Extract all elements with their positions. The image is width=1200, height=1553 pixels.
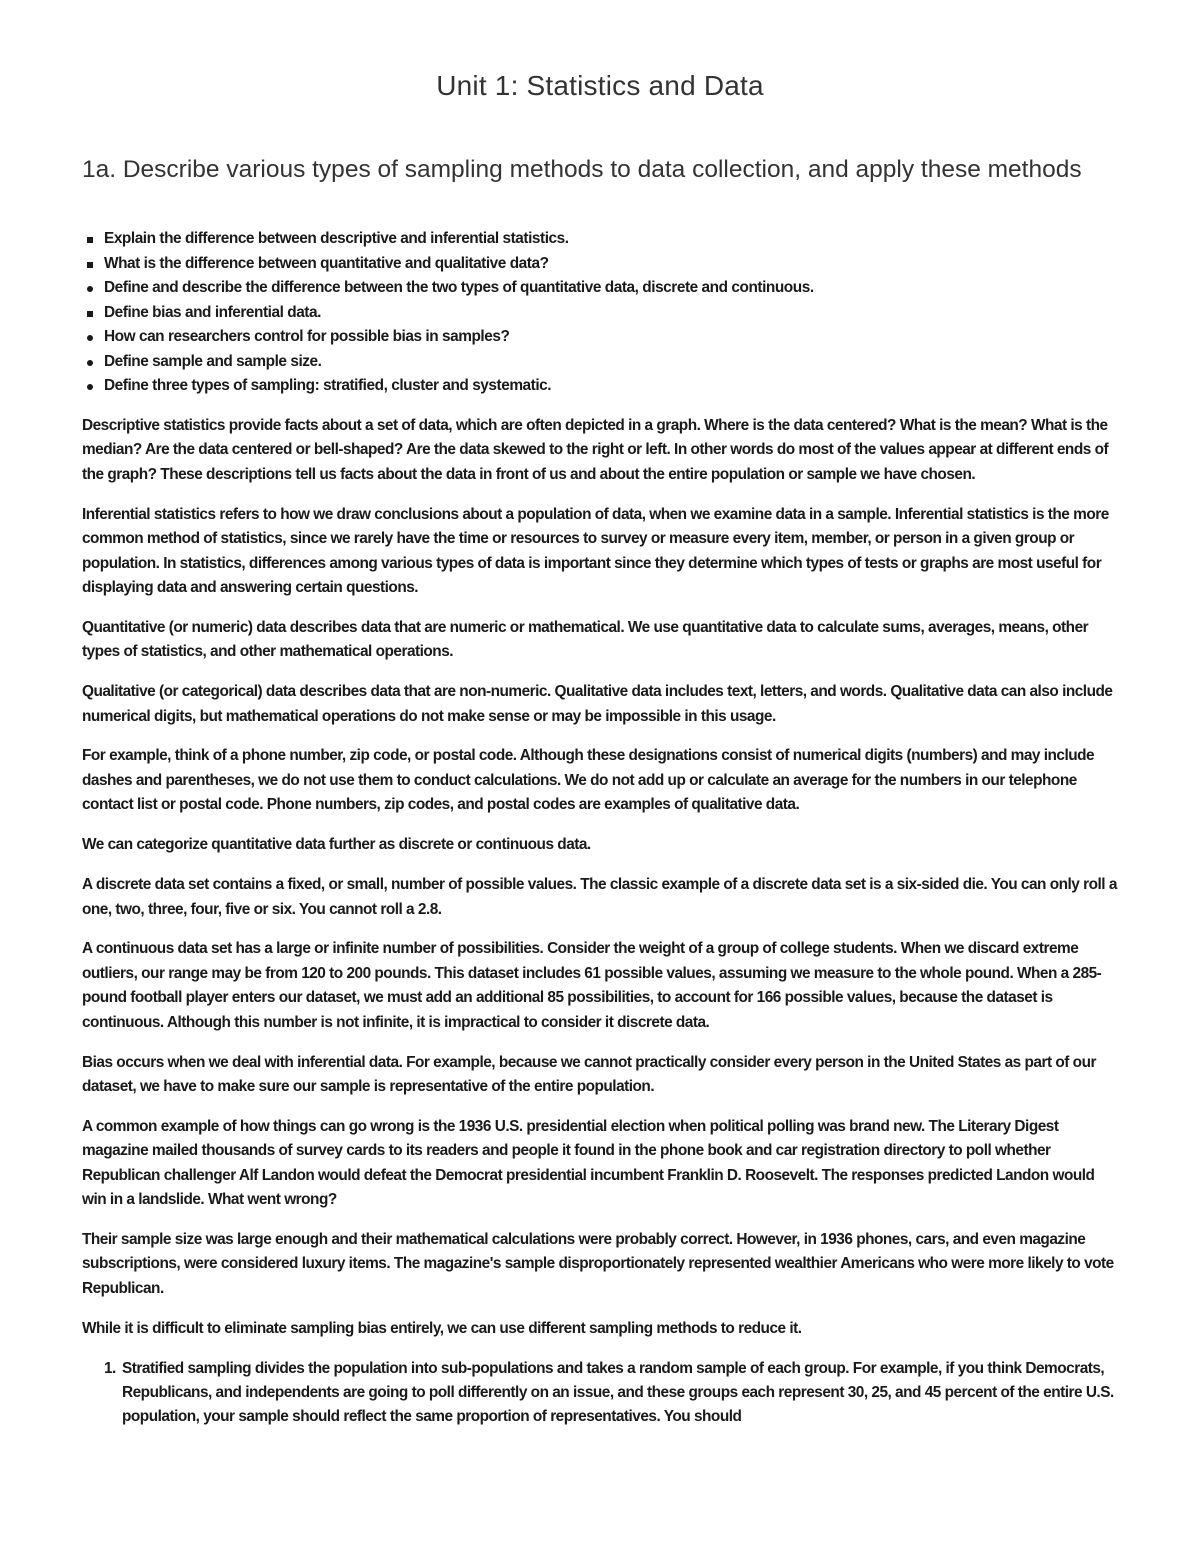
objectives-list <box>82 227 1122 399</box>
list-item: Define sample and sample size. <box>82 350 1122 375</box>
square-bullet-icon <box>87 262 93 268</box>
list-item: Define bias and inferential data. <box>82 301 1122 326</box>
document-body <box>82 414 1122 1430</box>
square-bullet-icon <box>87 311 93 317</box>
sampling-methods-list <box>82 1357 1122 1430</box>
paragraph-continuous-data: A continuous data set has a large or infinite number of possibilities. Consider the weight of a group of college students. When we discard extreme outliers, our range may be from 120 to 200 pounds. This dataset includes 61 possible values, assuming we measure to the whole pound. When a 285-pound football player enters our dataset, we must add an additional 85 possibilities, to account for 166 possible values, because the dataset is continuous. Although this number is not infinite, it is impractical to consider it discrete data. <box>82 940 1102 1031</box>
paragraph-bias: Bias occurs when we deal with inferential data. For example, because we cannot practically consider every person in the United States as part of our dataset, we have to make sure our sample is representative of the entire population. <box>82 1053 1096 1095</box>
section-heading: 1a. Describe various types of sampling methods to data collection, and apply these methods <box>82 156 1082 183</box>
paragraph-reduce-bias: While it is difficult to eliminate sampling bias entirely, we can use different sampling methods to reduce it. <box>82 1319 802 1337</box>
paragraph-discrete-data: A discrete data set contains a fixed, or small, number of possible values. The classic example of a discrete data set is a six-sided die. You can only roll a one, two, three, four, five or six. You cannot roll a 2.8. <box>82 876 1117 918</box>
paragraph-1936-election: A common example of how things can go wrong is the 1936 U.S. presidential election when political polling was brand new. The Literary Digest magazine mailed thousands of survey cards to its readers and people it found in the phone book and car registration directory to poll whether Republican challenger Alf Landon would defeat the Democrat presidential incumbent Franklin D. Roosevelt. The responses predicted Landon would win in a landslide. What went wrong? <box>82 1117 1095 1209</box>
list-item: What is the difference between quantitative and qualitative data? <box>82 252 1122 277</box>
round-bullet-icon <box>87 360 93 366</box>
list-item: 1. Stratified sampling divides the population into sub-populations and takes a random sample of each group. For example, if you think Democrats, Republicans, and independents are going to poll differently on an issue, and these groups each represent 30, 25, and 45 percent of the entire U.S. population, your sample should reflect the same proportion of representatives. You should <box>82 1357 1122 1430</box>
paragraph-quantitative-data: Quantitative (or numeric) data describes data that are numeric or mathematical. We use quantitative data to calculate sums, averages, means, other types of statistics, and other mathematical operations. <box>82 618 1089 661</box>
paragraph-descriptive-statistics: Descriptive statistics provide facts about a set of data, which are often depicted in a graph. Where is the data centered? What is the mean? What is the median? Are the data centered or bell-shaped? Are the data skewed to the right or left. In other words do most of the values appear at different ends of the graph? These descriptions tell us facts about the data in front of us and about the entire population or sample we have chosen. <box>82 417 1109 483</box>
list-item: How can researchers control for possible bias in samples? <box>82 325 1122 350</box>
page-title: Unit 1: Statistics and Data <box>436 70 764 101</box>
round-bullet-icon <box>87 335 93 341</box>
paragraph-inferential-statistics: Inferential statistics refers to how we draw conclusions about a population of data, when we examine data in a sample. Inferential statistics is the more common method of statistics, since we rarely have the time or resources to survey or measure every item, member, or person in a given group or population. In statistics, differences among various types of data is important since they determine which types of tests or graphs are most useful for displaying data and answering certain questions. <box>82 505 1109 596</box>
paragraph-qualitative-data: Qualitative (or categorical) data describes data that are non-numeric. Qualitative data includes text, letters, and words. Qualitative data can also include numerical digits, but mathematical operations do not make sense or may be impossible in this usage. <box>82 683 1113 725</box>
round-bullet-icon <box>87 286 93 292</box>
paragraph-categorize-data: We can categorize quantitative data further as discrete or continuous data. <box>82 836 591 854</box>
list-item: Define three types of sampling: stratified, cluster and systematic. <box>82 374 1122 399</box>
list-number: 1. <box>104 1359 116 1377</box>
list-item: Define and describe the difference between the two types of quantitative data, discrete and continuous. <box>82 276 1122 301</box>
square-bullet-icon <box>87 237 93 243</box>
list-item: Explain the difference between descriptive and inferential statistics. <box>82 227 1122 252</box>
paragraph-sample-size: Their sample size was large enough and their mathematical calculations were probably correct. However, in 1936 phones, cars, and even magazine subscriptions, were considered luxury items. The magazine's sample disproportionately represented wealthier Americans who were more likely to vote Republican. <box>82 1230 1114 1297</box>
paragraph-phone-number-example: For example, think of a phone number, zip code, or postal code. Although these designations consist of numerical digits (numbers) and may include dashes and parentheses, we do not use them to conduct calculations. We do not add up or calculate an average for the numbers in our telephone contact list or postal code. Phone numbers, zip codes, and postal codes are examples of qualitative data. <box>82 747 1095 814</box>
round-bullet-icon <box>87 384 93 390</box>
